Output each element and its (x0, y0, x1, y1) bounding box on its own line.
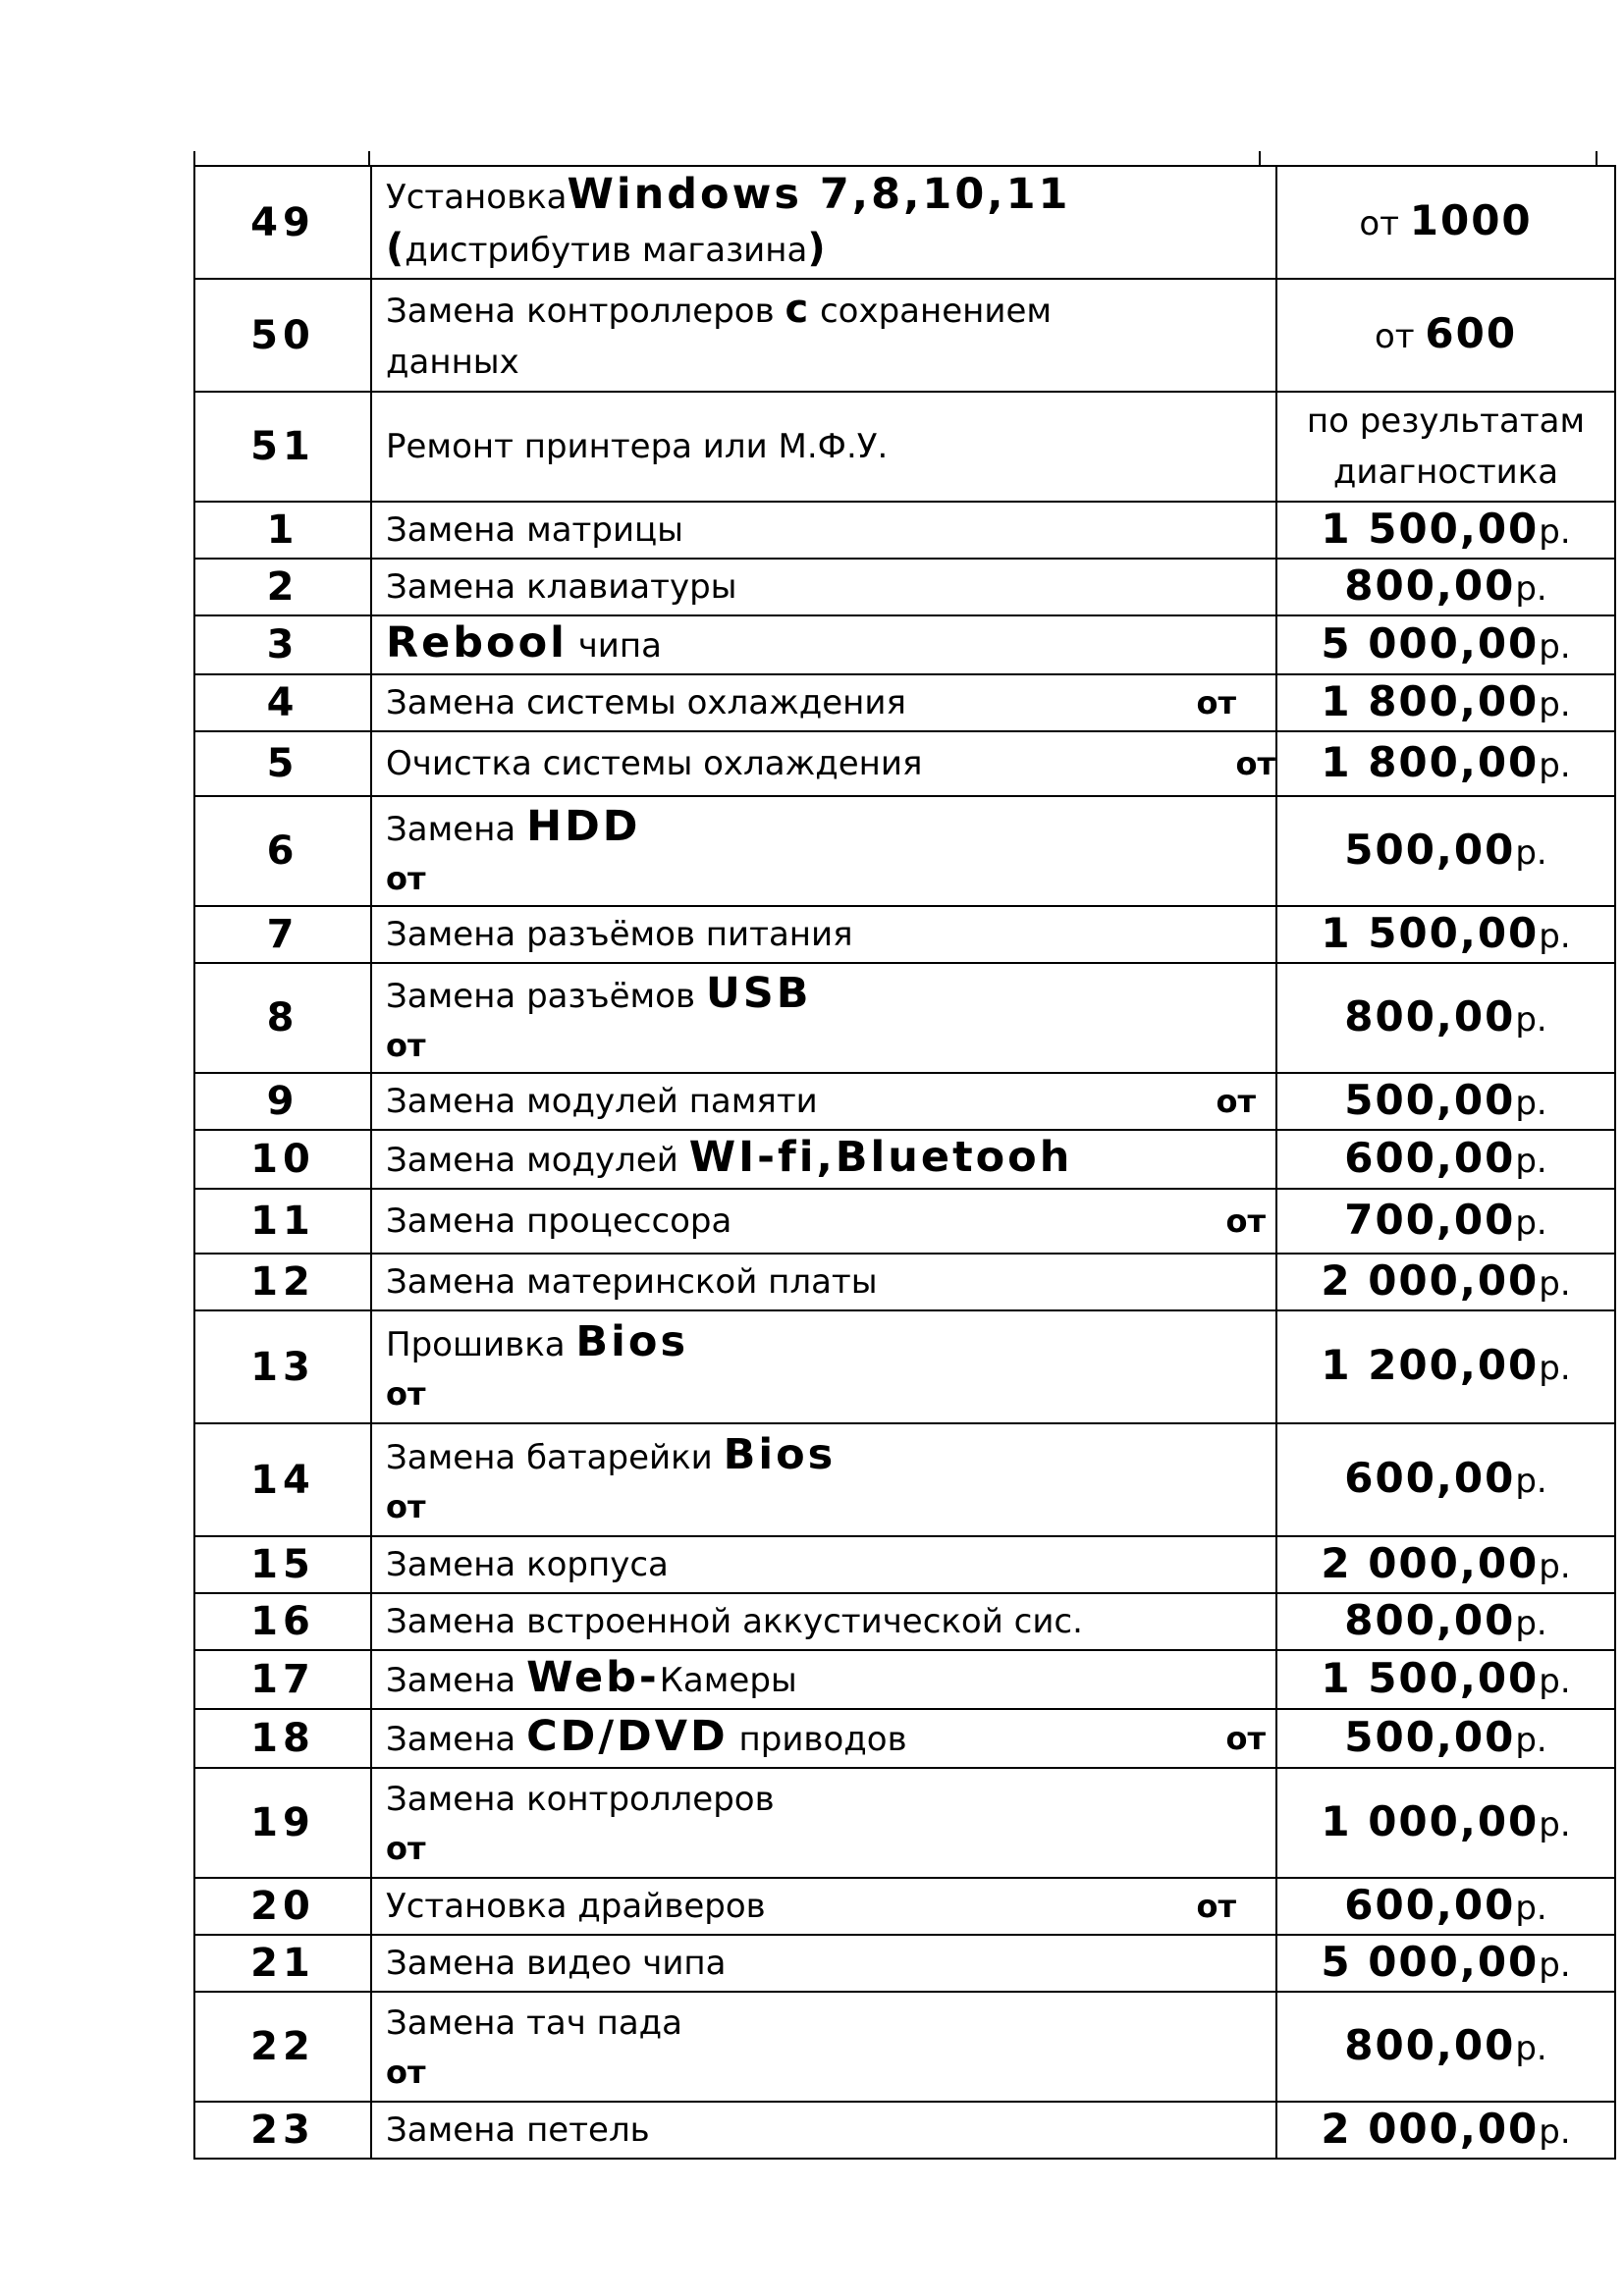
service-price: по результатам диагностика (1276, 392, 1615, 502)
service-description: Замена модулей памяти от (371, 1073, 1276, 1130)
service-price: 800,00р. (1276, 1992, 1615, 2102)
service-description: Замена корпуса (371, 1536, 1276, 1593)
table-row (194, 1992, 1615, 2102)
service-price: 800,00р. (1276, 1593, 1615, 1650)
price-table (193, 165, 1616, 2160)
service-price: 800,00р. (1276, 559, 1615, 615)
row-number: 2 (194, 559, 371, 615)
service-price: 600,00р. (1276, 1423, 1615, 1536)
service-price: 500,00р. (1276, 1709, 1615, 1768)
row-number: 6 (194, 796, 371, 906)
table-row (194, 1254, 1615, 1310)
service-description: Замена петель (371, 2102, 1276, 2159)
service-price: 1 800,00р. (1276, 674, 1615, 731)
table-row (194, 279, 1615, 392)
row-number: 16 (194, 1593, 371, 1650)
row-number: 10 (194, 1130, 371, 1189)
service-price: 600,00р. (1276, 1878, 1615, 1935)
row-number: 18 (194, 1709, 371, 1768)
row-number: 19 (194, 1768, 371, 1878)
row-number: 4 (194, 674, 371, 731)
table-row (194, 1593, 1615, 1650)
row-number: 14 (194, 1423, 371, 1536)
service-description: Очистка системы охлаждения от (371, 731, 1276, 796)
table-row (194, 674, 1615, 731)
row-number: 3 (194, 615, 371, 674)
service-description: Замена HDD от (371, 796, 1276, 906)
service-price: от 600 (1276, 279, 1615, 392)
service-price: 1 800,00р. (1276, 731, 1615, 796)
service-price: 1 200,00р. (1276, 1310, 1615, 1423)
table-row (194, 906, 1615, 963)
table-border-stub (193, 151, 195, 165)
service-description: Замена CD/DVD приводов от (371, 1709, 1276, 1768)
service-description: Замена тач пада от (371, 1992, 1276, 2102)
row-number: 50 (194, 279, 371, 392)
service-price: 2 000,00р. (1276, 1254, 1615, 1310)
row-number: 1 (194, 502, 371, 559)
service-price: 700,00р. (1276, 1189, 1615, 1254)
table-row (194, 1935, 1615, 1992)
service-description: Замена разъёмов питания (371, 906, 1276, 963)
table-border-stub (1596, 151, 1597, 165)
table-row (194, 559, 1615, 615)
table-border-stub (1259, 151, 1261, 165)
service-description: Замена Web-Камеры (371, 1650, 1276, 1709)
service-description: Rebool чипа (371, 615, 1276, 674)
service-price: 500,00р. (1276, 1073, 1615, 1130)
service-price: 2 000,00р. (1276, 2102, 1615, 2159)
table-row (194, 166, 1615, 279)
table-row (194, 392, 1615, 502)
row-number: 22 (194, 1992, 371, 2102)
table-row (194, 1878, 1615, 1935)
service-description: Прошивка Bios от (371, 1310, 1276, 1423)
service-description: Замена встроенной аккустической сис. (371, 1593, 1276, 1650)
service-description: Замена процессора от (371, 1189, 1276, 1254)
table-row (194, 1130, 1615, 1189)
row-number: 9 (194, 1073, 371, 1130)
table-row (194, 502, 1615, 559)
service-description: Замена контроллеров от (371, 1768, 1276, 1878)
table-row (194, 796, 1615, 906)
service-price: 1 000,00р. (1276, 1768, 1615, 1878)
service-price: 5 000,00р. (1276, 1935, 1615, 1992)
row-number: 13 (194, 1310, 371, 1423)
table-row (194, 615, 1615, 674)
service-description: Замена клавиатуры (371, 559, 1276, 615)
table-row (194, 731, 1615, 796)
service-description: Замена разъёмов USB от (371, 963, 1276, 1073)
service-description: Ремонт принтера или М.Ф.У. (371, 392, 1276, 502)
service-price: 2 000,00р. (1276, 1536, 1615, 1593)
table-row (194, 1073, 1615, 1130)
service-price: 5 000,00р. (1276, 615, 1615, 674)
table-row (194, 1709, 1615, 1768)
row-number: 20 (194, 1878, 371, 1935)
row-number: 12 (194, 1254, 371, 1310)
table-row (194, 1423, 1615, 1536)
service-description: Замена видео чипа (371, 1935, 1276, 1992)
row-number: 15 (194, 1536, 371, 1593)
row-number: 5 (194, 731, 371, 796)
service-price: 800,00р. (1276, 963, 1615, 1073)
table-row (194, 1310, 1615, 1423)
table-border-stub (368, 151, 370, 165)
service-description: Замена матрицы (371, 502, 1276, 559)
table-row (194, 2102, 1615, 2159)
service-description: УстановкаWindows 7,8,10,11 (дистрибутив магазина) (371, 166, 1276, 279)
service-description: Замена батарейки Bios от (371, 1423, 1276, 1536)
row-number: 8 (194, 963, 371, 1073)
table-row (194, 963, 1615, 1073)
row-number: 17 (194, 1650, 371, 1709)
service-price: 1 500,00р. (1276, 502, 1615, 559)
row-number: 21 (194, 1935, 371, 1992)
service-description: Замена материнской платы (371, 1254, 1276, 1310)
service-price: 1 500,00р. (1276, 906, 1615, 963)
table-row (194, 1189, 1615, 1254)
service-description: Замена контроллеров с сохранением данных (371, 279, 1276, 392)
row-number: 49 (194, 166, 371, 279)
service-description: Замена системы охлаждения от (371, 674, 1276, 731)
service-price: 1 500,00р. (1276, 1650, 1615, 1709)
service-description: Замена модулей WI-fi,Bluetooh (371, 1130, 1276, 1189)
service-description: Установка драйверов от (371, 1878, 1276, 1935)
table-row (194, 1536, 1615, 1593)
table-row (194, 1650, 1615, 1709)
service-price: от 1000 (1276, 166, 1615, 279)
service-price: 500,00р. (1276, 796, 1615, 906)
service-price: 600,00р. (1276, 1130, 1615, 1189)
row-number: 11 (194, 1189, 371, 1254)
row-number: 7 (194, 906, 371, 963)
table-row (194, 1768, 1615, 1878)
row-number: 23 (194, 2102, 371, 2159)
row-number: 51 (194, 392, 371, 502)
